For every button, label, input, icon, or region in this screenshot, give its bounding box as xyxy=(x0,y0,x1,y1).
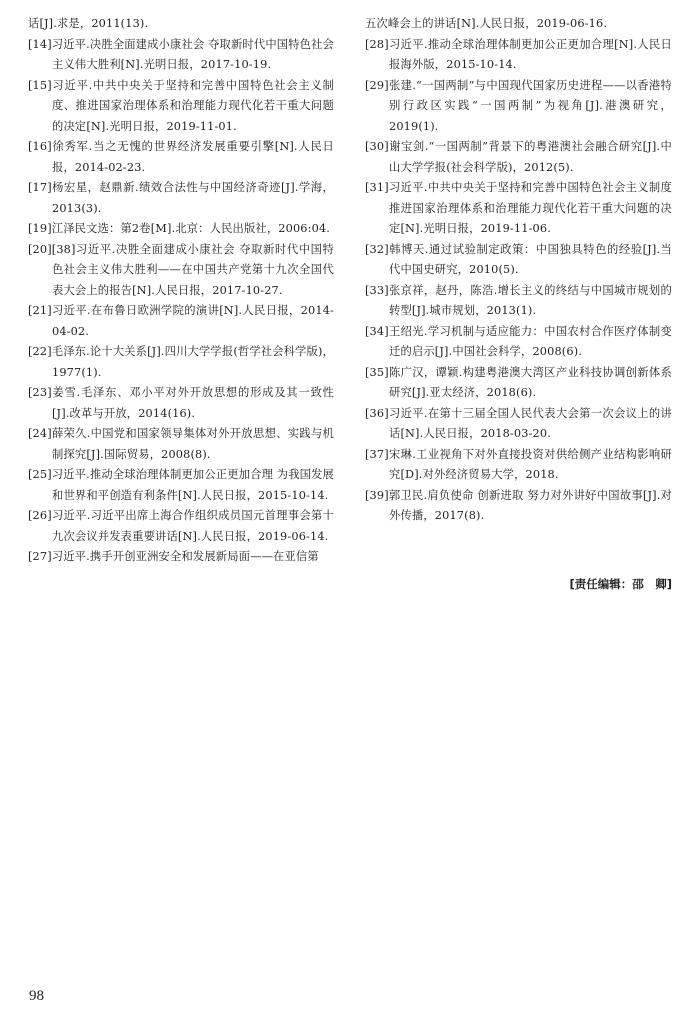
reference-entry: [28]习近平.推动全球治理体制更加公正更加合理[N].人民日报海外版，2015-10-14. xyxy=(365,37,672,71)
reference-entry: [20][38]习近平.决胜全面建成小康社会 夺取新时代中国特色社会主义伟大胜利——在中国共产党第十九次全国代表大会上的报告[N].人民日报，2017-10-27. xyxy=(28,242,334,297)
reference-continuation: 话[J].求是，2011(13). xyxy=(28,17,149,30)
reference-entry: [14]习近平.决胜全面建成小康社会 夺取新时代中国特色社会主义伟大胜利[N].光明日报，2017-10-19. xyxy=(28,37,334,71)
reference-entry: [23]姜雪.毛泽东、邓小平对外开放思想的形成及其一致性[J].改革与开放，2014(16). xyxy=(28,386,334,420)
reference-entry: [15]习近平.中共中央关于坚持和完善中国特色社会主义制度、推进国家治理体系和治理能力现代化若干重大问题的决定[N].光明日报，2019-11-01. xyxy=(28,78,334,133)
reference-entry: [39]郭卫民.肩负使命 创新进取 努力对外讲好中国故事[J].对外传播，2017(8). xyxy=(365,488,672,522)
reference-entry: [26]习近平.习近平出席上海合作组织成员国元首理事会第十九次会议并发表重要讲话[N].人民日报，2019-06-14. xyxy=(28,509,334,543)
reference-entry: [29]张建.“一国两制”与中国现代国家历史进程——以香港特别行政区实践“一国两制”为视角[J].港澳研究，2019(1). xyxy=(365,78,672,133)
reference-entry: [24]薛荣久.中国党和国家领导集体对外开放思想、实践与机制探究[J].国际贸易，2008(8). xyxy=(28,427,334,461)
reference-entry: [31]习近平.中共中央关于坚持和完善中国特色社会主义制度 推进国家治理体系和治理能力现代化若干重大问题的决定[N].光明日报，2019-11-06. xyxy=(365,181,672,235)
reference-entry: [32]韩博天.通过试验制定政策：中国独具特色的经验[J].当代中国史研究，2010(5). xyxy=(365,242,672,276)
references-left-column xyxy=(28,14,334,568)
page-number: 98 xyxy=(29,988,44,1004)
reference-entry: [35]陈广汉，谭颖.构建粤港澳大湾区产业科技协调创新体系研究[J].亚太经济，2018(6). xyxy=(365,365,672,399)
reference-entry: [22]毛泽东.论十大关系[J].四川大学学报(哲学社会科学版)，1977(1). xyxy=(28,345,335,379)
reference-entry: [16]徐秀军.当之无愧的世界经济发展重要引擎[N].人民日报，2014-02-23. xyxy=(28,140,334,174)
reference-entry: [25]习近平.推动全球治理体制更加公正更加合理 为我国发展和世界和平创造有利条件[N].人民日报，2015-10-14. xyxy=(28,468,334,502)
reference-entry: [21]习近平.在布鲁日欧洲学院的演讲[N].人民日报，2014-04-02. xyxy=(28,304,334,338)
reference-entry: [33]张京祥，赵丹，陈浩.增长主义的终结与中国城市规划的转型[J].城市规划，2013(1). xyxy=(365,283,672,317)
reference-entry: [36]习近平.在第十三届全国人民代表大会第一次会议上的讲话[N].人民日报，2018-03-20. xyxy=(365,406,672,440)
reference-entry: [17]杨宏星，赵鼎新.绩效合法性与中国经济奇迹[J].学海，2013(3). xyxy=(28,181,334,215)
reference-entry: [19]江泽民文选：第2卷[M].北京：人民出版社，2006:04. xyxy=(28,222,331,235)
editor-credit: [责任编辑：邵 卿] xyxy=(569,577,672,591)
references-right-column xyxy=(365,14,672,527)
reference-entry: [37]宋琳.工业视角下对外直接投资对供给侧产业结构影响研究[D].对外经济贸易大学，2018. xyxy=(365,447,672,481)
reference-entry: [34]王绍光.学习机制与适应能力：中国农村合作医疗体制变迁的启示[J].中国社会科学，2008(6). xyxy=(365,324,672,358)
reference-continuation: 五次峰会上的讲话[N].人民日报，2019-06-16. xyxy=(365,17,608,30)
reference-entry: [27]习近平.携手开创亚洲安全和发展新局面——在亚信第 xyxy=(28,550,319,563)
reference-entry: [30]谢宝剑.“一国两制”背景下的粤港澳社会融合研究[J].中山大学学报(社会科学版)，2012(5). xyxy=(365,140,672,174)
